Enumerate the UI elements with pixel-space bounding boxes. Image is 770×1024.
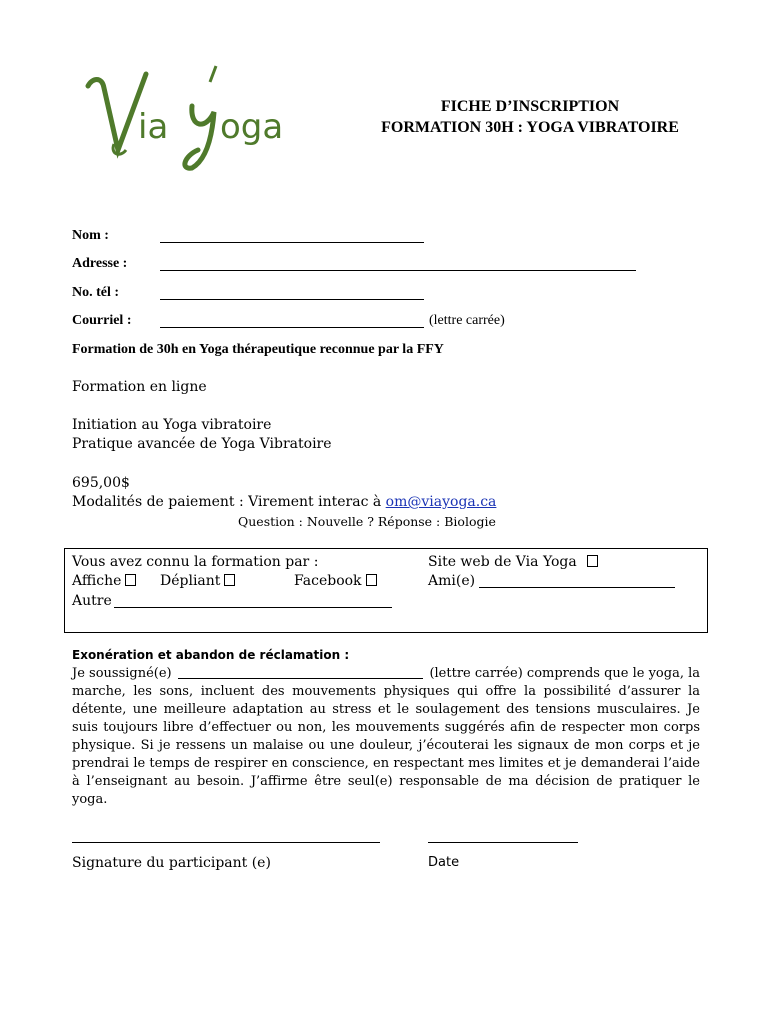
facebook-label: Facebook — [294, 573, 362, 589]
nom-field[interactable] — [160, 242, 424, 243]
affiche-checkbox[interactable] — [125, 574, 136, 586]
source-affiche — [72, 573, 136, 589]
source-question: Vous avez connu la formation par : — [72, 554, 319, 570]
waiver-text — [72, 665, 700, 809]
site-label: Site web de Via Yoga — [428, 554, 577, 570]
autre-label: Autre — [72, 593, 112, 609]
ami-label: Ami(e) — [428, 573, 476, 589]
autre-field[interactable] — [114, 607, 392, 608]
ami-field[interactable] — [479, 587, 675, 588]
program-item-2: Pratique avancée de Yoga Vibratoire — [72, 436, 332, 452]
security-question: Question : Nouvelle ? Réponse : Biologie — [238, 514, 496, 529]
waiver-suffix: (lettre carrée) comprends que le yoga, la — [429, 666, 700, 681]
date-field[interactable] — [428, 842, 578, 843]
adresse-field[interactable] — [160, 270, 636, 271]
courriel-field[interactable] — [160, 327, 424, 328]
program-price: 695,00$ — [72, 475, 130, 491]
source-facebook — [294, 573, 377, 589]
source-box-bottom — [64, 632, 708, 633]
adresse-label: Adresse : — [72, 256, 128, 271]
svg-text:oga: oga — [220, 107, 284, 147]
waiver-heading: Exonération et abandon de réclamation : — [72, 648, 350, 662]
waiver-body: marche, les sons, incluent des mouvements physiques qui offre la possibilité d’assurer la détente, une meilleure adaptation au stress et le soulagement des tensions musculaires. Je suis toujours libre d’effectuer ou non, les mouvements suggérés afin de respecter mon corps physique. Si je ressens un malaise ou une douleur, j’écouterai les signaux de mon corps et je prendrai le temps de respirer en conscience, en respectant mes limites et je demanderai l’aide à l’enseignant au besoin. J’affirme être seul(e) responsable de ma décision de pratiquer le yoga. — [72, 684, 700, 807]
courriel-label: Courriel : — [72, 313, 132, 328]
payment-email-link[interactable]: om@viayoga.ca — [385, 494, 497, 510]
depliant-label: Dépliant — [160, 573, 221, 589]
program-item-1: Initiation au Yoga vibratoire — [72, 417, 272, 433]
tel-label: No. tél : — [72, 285, 120, 300]
date-label: Date — [428, 855, 460, 870]
svg-text:ia: ia — [138, 107, 169, 147]
affiche-label: Affiche — [72, 573, 122, 589]
nom-label: Nom : — [72, 228, 109, 243]
signature-field[interactable] — [72, 842, 380, 843]
courriel-note: (lettre carrée) — [429, 313, 505, 328]
signature-label: Signature du participant (e) — [72, 855, 271, 871]
title-line-2: FORMATION 30H : YOGA VIBRATOIRE — [381, 119, 679, 136]
source-site — [428, 554, 598, 570]
payment-line — [72, 494, 496, 510]
program-heading: Formation de 30h en Yoga thérapeutique reconnue par la FFY — [72, 342, 444, 357]
tel-field[interactable] — [160, 299, 424, 300]
site-checkbox[interactable] — [587, 555, 598, 567]
program-online: Formation en ligne — [72, 379, 207, 395]
payment-prefix: Modalités de paiement : Virement interac à — [72, 494, 386, 510]
title-line-1: FICHE D’INSCRIPTION — [440, 98, 620, 115]
waiver-prefix: Je soussigné(e) — [72, 666, 172, 681]
facebook-checkbox[interactable] — [366, 574, 377, 586]
source-depliant — [160, 573, 235, 589]
depliant-checkbox[interactable] — [224, 574, 235, 586]
via-yoga-logo — [80, 58, 300, 178]
form-title — [330, 96, 730, 138]
waiver-name-field[interactable] — [178, 665, 424, 679]
